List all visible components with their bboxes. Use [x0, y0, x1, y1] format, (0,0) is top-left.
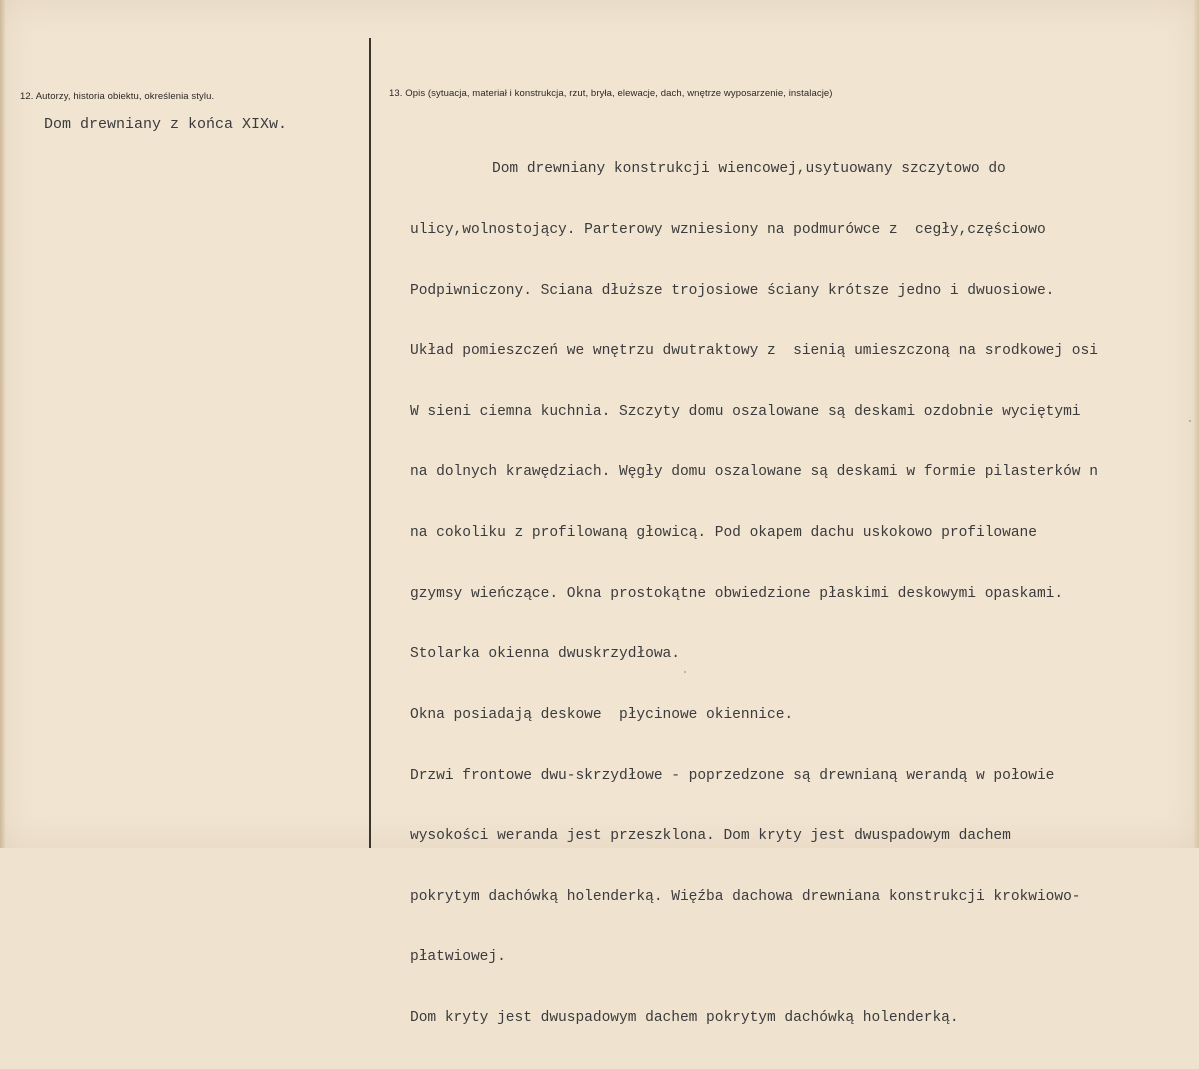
description-line: płatwiowej. [410, 949, 506, 966]
description-line: na cokoliku z profilowaną głowicą. Pod okapem dachu uskokowo profilowane [410, 525, 1037, 542]
description-line: pokrytym dachówką holenderką. Więźba dachowa drewniana konstrukcji krokwiowo- [410, 888, 1081, 905]
description-line: wysokości weranda jest przeszklona. Dom kryty jest dwuspadowym dachem [410, 828, 1011, 845]
field-12-label: 12. Autorzy, historia obiektu, określenia stylu. [20, 91, 215, 102]
paper-speck [1189, 420, 1191, 422]
description-line: W sieni ciemna kuchnia. Szczyty domu oszalowane są deskami ozdobnie wyciętymi [410, 403, 1081, 420]
field-13-description [410, 119, 1098, 1069]
description-line: Dom drewniany konstrukcji wiencowej,usytuowany szczytowo do [492, 161, 1006, 178]
description-line: Układ pomieszczeń we wnętrzu dwutraktowy z sienią umieszczoną na srodkowej osi [410, 343, 1098, 360]
description-line: ulicy,wolnostojący. Parterowy wzniesiony na podmurówce z cegły,częściowo [410, 222, 1046, 239]
paper-speck [684, 671, 686, 673]
description-line: Drzwi frontowe dwu-skrzydłowe - poprzedzone są drewnianą werandą w połowie [410, 767, 1055, 784]
left-edge-shadow [0, 0, 6, 848]
column-divider [369, 38, 371, 848]
description-line: na dolnych krawędziach. Węgły domu oszalowane są deskami w formie pilasterków n [410, 464, 1098, 481]
description-line: Podpiwniczony. Sciana dłuższe trojosiowe ściany krótsze jedno i dwuosiowe. [410, 282, 1055, 299]
description-line: Dom kryty jest dwuspadowym dachem pokrytym dachówką holenderką. [410, 1009, 959, 1026]
description-line: Okna posiadają deskowe płycinowe okiennice. [410, 706, 794, 723]
field-12-value: Dom drewniany z końca XIXw. [44, 116, 288, 133]
field-13-label: 13. Opis (sytuacja, materiał i konstrukcja, rzut, bryła, elewacje, dach, wnętrze wyposarzenie, instalacje) [389, 88, 833, 99]
right-edge-shadow [1193, 0, 1199, 848]
description-line: Stolarka okienna dwuskrzydłowa. [410, 646, 680, 663]
description-line: gzymsy wieńczące. Okna prostokątne obwiedzione płaskimi deskowymi opaskami. [410, 585, 1064, 602]
